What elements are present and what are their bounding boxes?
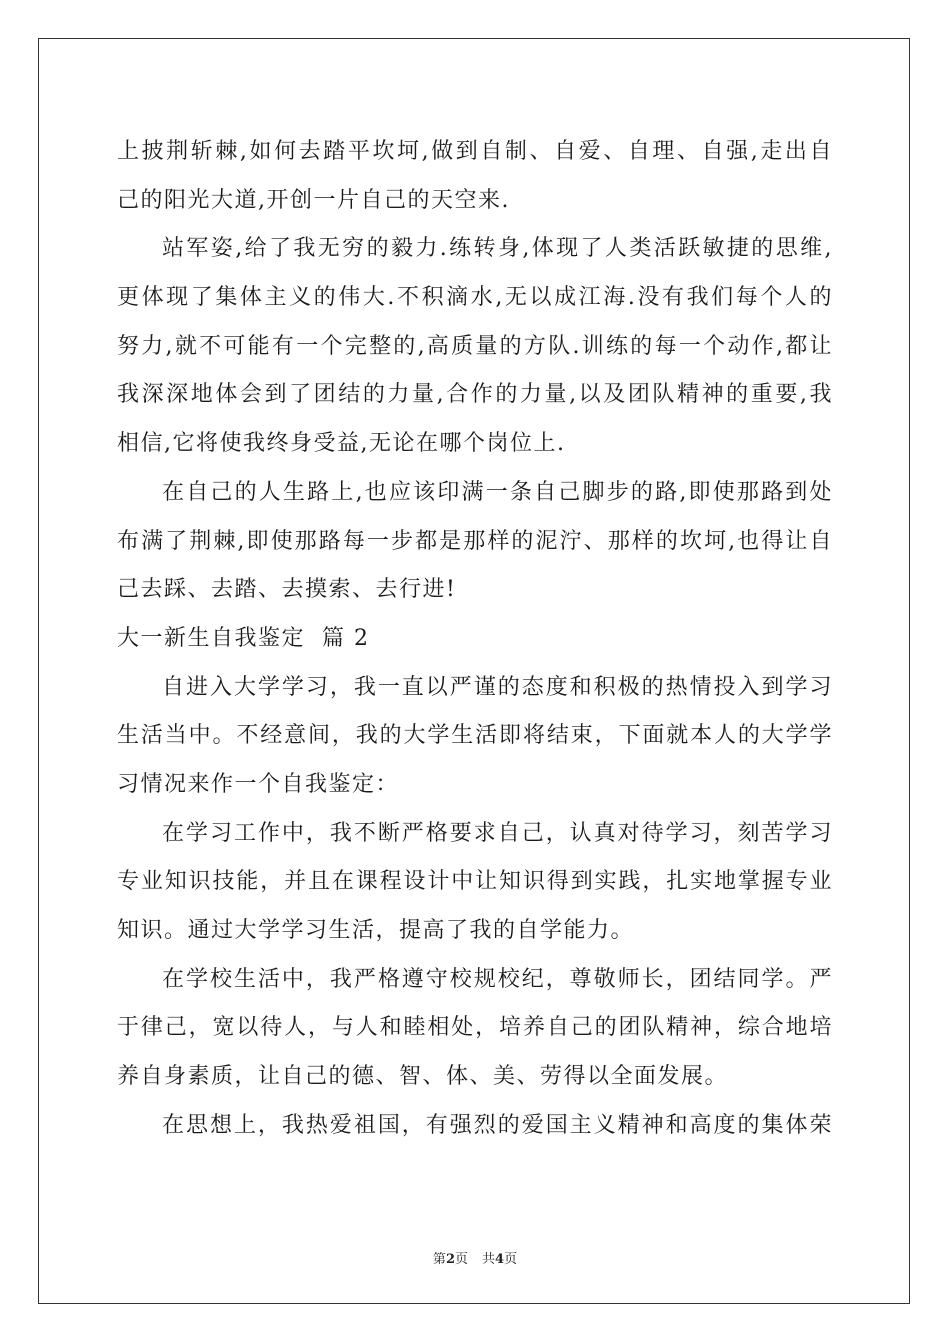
paragraph-start-line: 在学习工作中，我不断严格要求自己，认真对待学习，刻苦学习 — [162, 820, 833, 846]
paragraph-start-line: 站军姿,给了我无穷的毅力.练转身,体现了人类活跃敏捷的思维, — [162, 236, 833, 262]
text-line: 专业知识技能，并且在课程设计中让知识得到实践，扎实地掌握专业 — [117, 869, 833, 895]
document-body — [117, 128, 833, 1150]
text-line: 习情况来作一个自我鉴定： — [117, 771, 400, 797]
page-number-footer — [0, 1248, 950, 1267]
text-line: 生活当中。不经意间，我的大学生活即将结束，下面就本人的大学学 — [117, 723, 833, 749]
text-line: 布满了荆棘,即使那路每一步都是那样的泥泞、那样的坎坷,也得让自 — [117, 528, 833, 554]
text-line: 努力,就不可能有一个完整的,高质量的方队.训练的每一个动作,都让 — [117, 333, 833, 359]
paragraph-start-line: 自进入大学学习，我一直以严谨的态度和积极的热情投入到学习 — [162, 674, 833, 700]
text-line: 我深深地体会到了团结的力量,合作的力量,以及团队精神的重要,我 — [117, 382, 833, 408]
page-prefix: 第 — [432, 1252, 446, 1267]
total-suffix: 页 — [504, 1252, 518, 1267]
paragraph-start-line: 在自己的人生路上,也应该印满一条自己脚步的路,即使那路到处 — [162, 479, 833, 505]
text-line: 相信,它将使我终身受益,无论在哪个岗位上. — [117, 431, 566, 457]
section-heading: 大一新生自我鉴定 篇 2 — [117, 625, 370, 651]
total-page-count: 4 — [495, 1252, 505, 1267]
current-page-number: 2 — [445, 1252, 455, 1267]
text-line: 上披荆斩棘,如何去踏平坎坷,做到自制、自爱、自理、自强,走出自 — [117, 139, 833, 164]
text-line: 于律己，宽以待人，与人和睦相处，培养自己的团队精神，综合地培 — [117, 1015, 833, 1041]
text-line: 更体现了集体主义的伟大.不积滴水,无以成江海.没有我们每个人的 — [117, 285, 833, 311]
total-prefix: 共 — [482, 1252, 496, 1267]
text-line: 己去踩、去踏、去摸索、去行进! — [117, 577, 457, 603]
page-suffix: 页 — [454, 1252, 468, 1267]
text-line: 养自身素质，让自己的德、智、体、美、劳得以全面发展。 — [117, 1064, 729, 1090]
paragraph-start-line: 在学校生活中，我严格遵守校规校纪，尊敬师长，团结同学。严 — [162, 966, 833, 992]
text-line: 己的阳光大道,开创一片自己的天空来. — [117, 187, 510, 213]
text-line: 知识。通过大学学习生活，提高了我的自学能力。 — [117, 918, 635, 943]
paragraph-start-line: 在思想上，我热爱祖国，有强烈的爱国主义精神和高度的集体荣 — [162, 1112, 833, 1138]
